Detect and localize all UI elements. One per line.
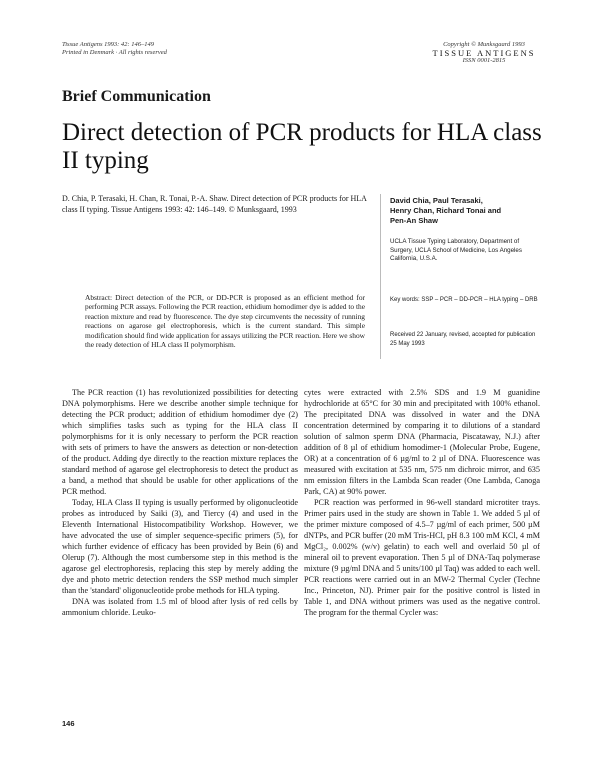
body-column-left [62, 387, 298, 618]
author-line: Henry Chan, Richard Tonai and [390, 206, 502, 215]
paragraph: DNA was isolated from 1.5 ml of blood after lysis of red cells by ammonium chloride. Leuko- [62, 597, 298, 617]
page-number: 146 [62, 719, 75, 728]
abstract: Abstract: Direct detection of the PCR, or DD-PCR is proposed as an efficient method for performing PCR assays. Following the PCR reaction, ethidium homodimer dye is added to the reaction mixture and read by fluorescence. The dye step circumvents the necessity of running reactions on agarose gel electrophoresis, which is the current standard. This simple modification should find wide application for assays utilizing the PCR reaction. Here we show the ready detection of HLA class II polymorphism. [85, 293, 365, 350]
article-citation: D. Chia, P. Terasaki, H. Chan, R. Tonai, P.-A. Shaw. Direct detection of PCR products for HLA class II typing. Tissue Antigens 1993: 42: 146–149. © Munksgaard, 1993 [62, 194, 367, 214]
keywords: Key words: SSP – PCR – DD-PCR – HLA typing – DRB [390, 297, 538, 303]
journal-name: TISSUE ANTIGENS [432, 48, 536, 58]
printed-notice: Printed in Denmark · All rights reserved [62, 49, 167, 56]
copyright-line: Copyright © Munksgaard 1993 [443, 41, 525, 48]
received-dates: Received 22 January, revised, accepted for publication 25 May 1993 [390, 332, 536, 347]
paragraph: The PCR reaction (1) has revolutionized possibilities for detecting DNA polymorphisms. Here we describe another simple technique for detecting the PCR product; addition of ethidium homodimer dye (2) which simplifies tasks such as typing for the HLA class II polymorphisms for it is only necessary to perform the PCR reaction with sets of primers to have the answers as detection or non-detection of the product. Adding dye directly to the reaction mixture replaces the standard method of agarose gel electrophoresis to detect the product as a band, a method that should be usable for other applications of the PCR method. [62, 388, 298, 496]
paragraph: PCR reaction was performed in 96-well standard microtiter trays. Primer pairs used in the study are shown in Table 1. We added 5 µl of the primer mixture composed of 4.5–7 µg/ml of each primer, 500 µM dNTPs, and PCR buffer (20 mM Tris-HCl, pH 8.3 100 mM KCl, 4 mM MgCl₂, 0.002% (w/v) gelatin) to each well and overlaid 50 µl of mineral oil to prevent evaporation. Then 5 µl of DNA-Taq polymerase mixture (9 µg/ml DNA and 5 units/100 µl Taq) was added to each well. PCR reactions were carried out in an MW-2 Thermal Cycler (Techne Inc., Princeton, NJ). Primer pair for the positive control is listed in Table 1, and DNA without primers was used as the negative control. The program for the thermal Cycler was: [304, 498, 540, 617]
running-header-left [62, 41, 167, 57]
section-heading: Brief Communication [62, 88, 211, 105]
body-column-right [304, 387, 540, 618]
author-line: Pen-An Shaw [390, 216, 438, 225]
issn-line: ISSN 0001-2815 [462, 57, 506, 64]
affiliation: UCLA Tissue Typing Laboratory, Department of Surgery, UCLA School of Medicine, Los Angeles California, U.S.A. [390, 238, 522, 262]
article-title: Direct detection of PCR products for HLA class II typing [62, 119, 542, 174]
column-divider [380, 194, 381, 359]
author-list [390, 196, 540, 226]
journal-citation: Tissue Antigens 1993: 42: 146–149 [62, 41, 154, 48]
paragraph: Today, HLA Class II typing is usually performed by oligonucleotide probes as introduced by Saiki (3), and Tiercy (4) and used in the Eleventh International Histocompatibility Workshop. However, we have advocated the use of simpler sequence-specific primers (5), for which further evidence of efficacy has been provided by Bein (6) and Olerup (7). Although the most cumbersome step in this method is the agarose gel electrophoresis, replacing this step by merely adding the dye and photo metric detection renders the SSP method much simpler than the 'standard' oligonucleotide probe methods for HLA typing. [62, 498, 298, 595]
running-header-right [428, 41, 540, 65]
author-line: David Chia, Paul Terasaki, [390, 196, 483, 205]
paragraph: cytes were extracted with 2.5% SDS and 1.9 M guanidine hydrochloride at 65°C for 30 min and precipitated with 100% ethanol. The precipitated DNA was dissolved in water and the DNA concentration determined by comparing it to dilutions of a standard solution of salmon sperm DNA (Pharmacia, Piscataway, N.J.) after addition of 8 µl of ethidium homodimer-1 (Molecular Probe, Eugene, OR) at a concentration of 6 µg/ml to 2 µl of DNA. Fluorescence was measured with excitation at 535 nm, 575 nm dichroic mirror, and 635 nm emission filters in the Lambda Scan reader (One Lambda, Canoga Park, CA) at 90% power. [304, 388, 540, 496]
